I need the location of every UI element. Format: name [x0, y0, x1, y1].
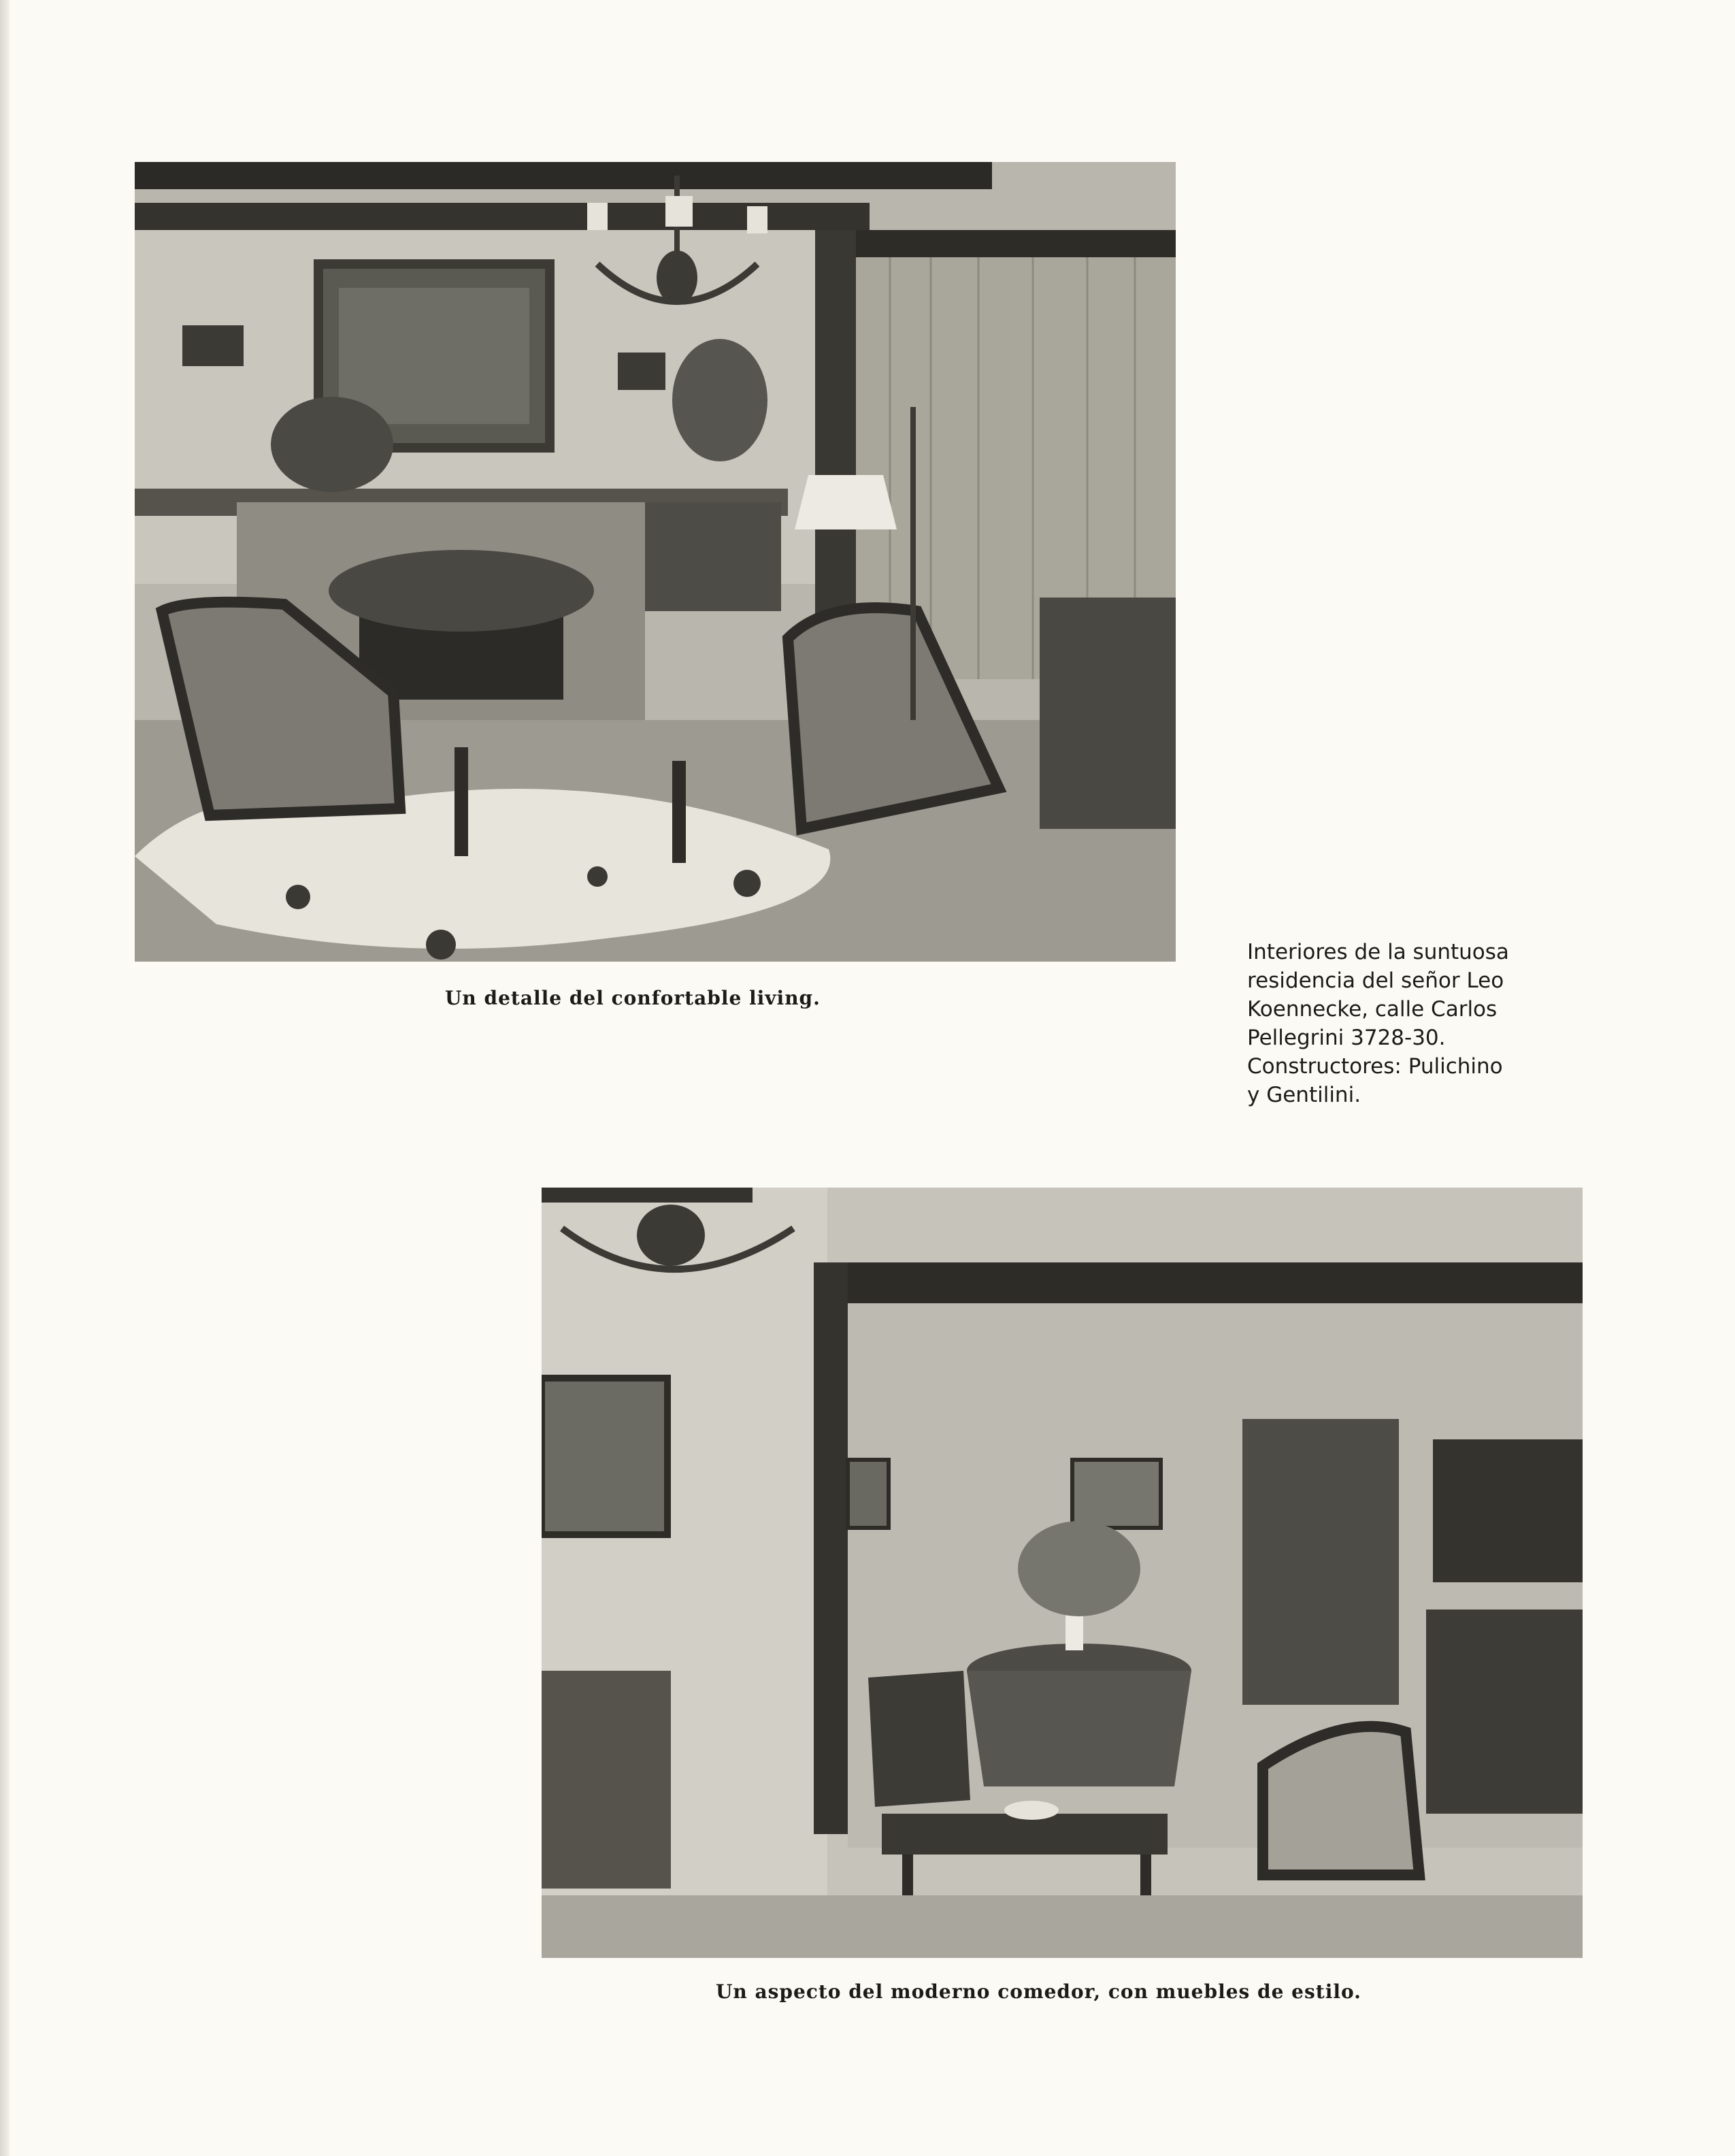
dining-room-photo — [542, 1188, 1583, 1958]
side-note-line: Constructores: Pulichino — [1247, 1054, 1503, 1079]
side-note-line: Pellegrini 3728-30. — [1247, 1026, 1446, 1050]
page-edge — [0, 0, 10, 2156]
side-note-line: residencia del señor Leo — [1247, 968, 1504, 993]
living-room-caption: Un detalle del confortable living. — [445, 987, 821, 1009]
side-note-line: y Gentilini. — [1247, 1083, 1361, 1107]
side-note — [1247, 938, 1540, 1109]
dining-room-caption: Un aspecto del moderno comedor, con muebles de estilo. — [716, 1980, 1361, 2003]
side-note-line: Koennecke, calle Carlos — [1247, 997, 1498, 1022]
living-room-photo — [135, 162, 1176, 962]
side-note-line: Interiores de la suntuosa — [1247, 940, 1509, 964]
